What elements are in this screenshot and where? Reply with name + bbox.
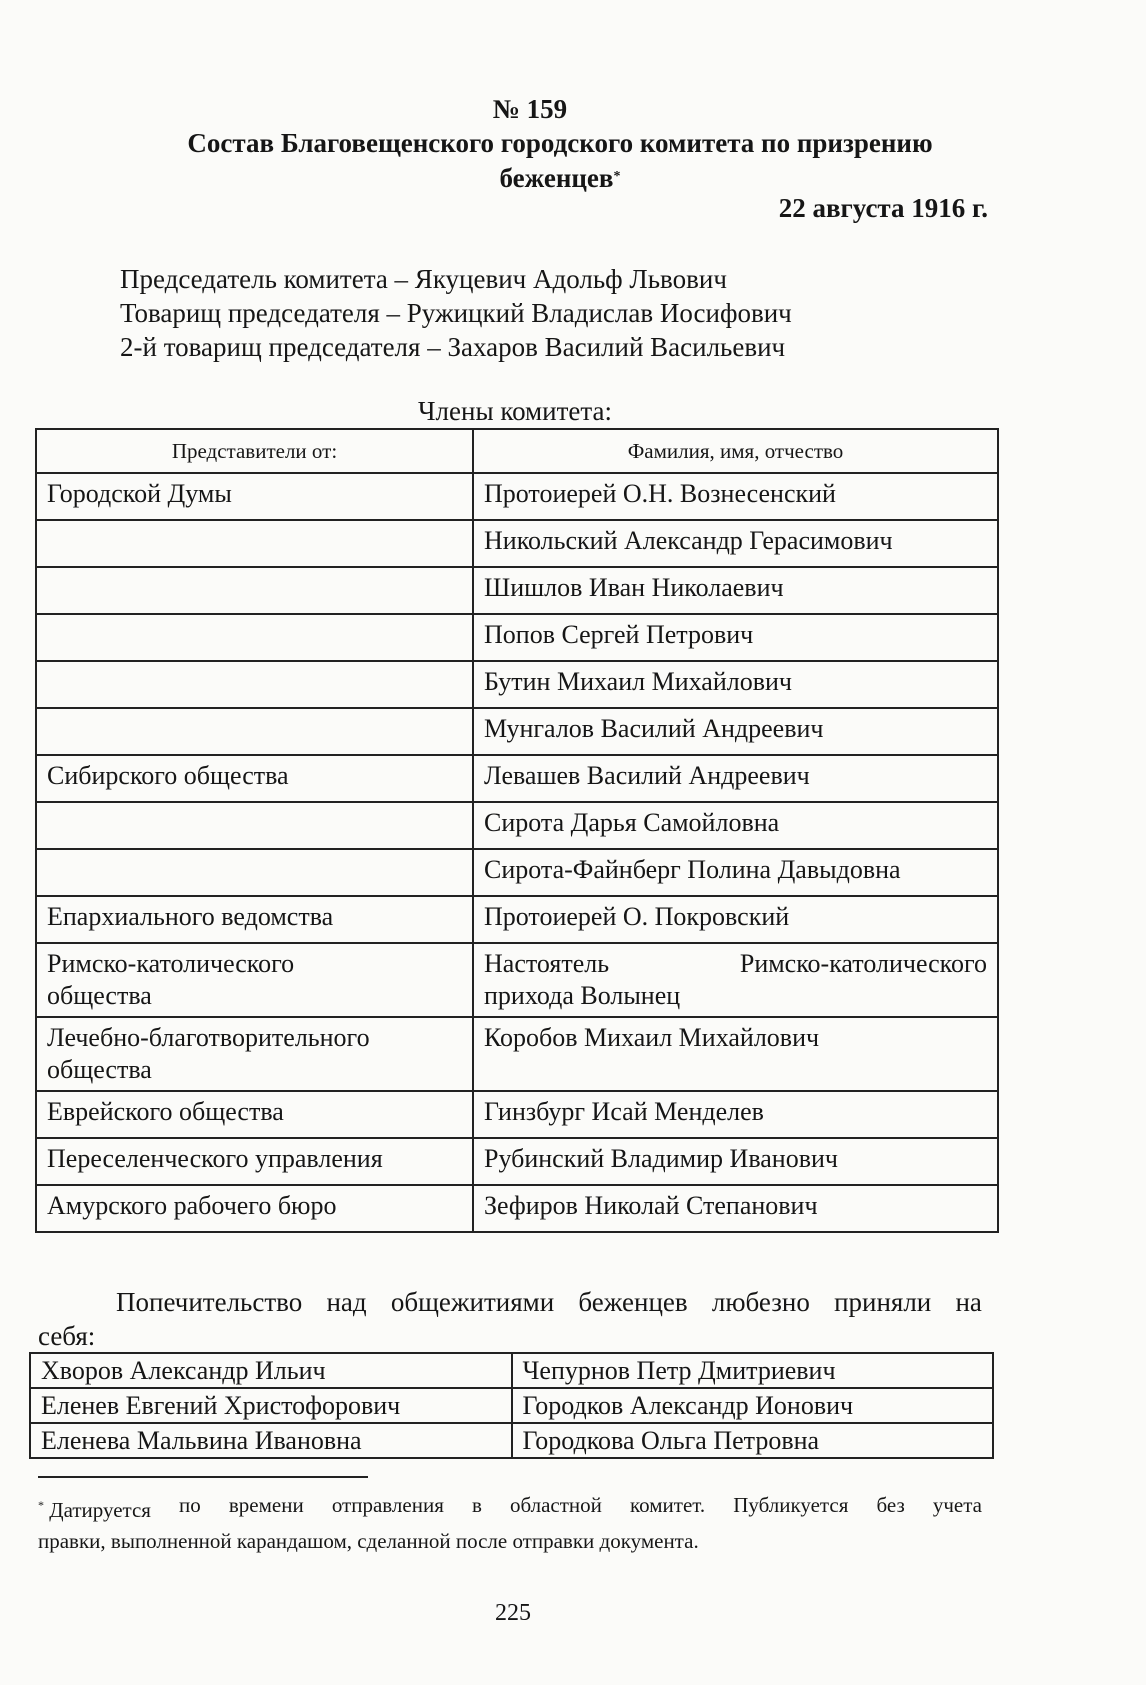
guardian-cell: Хворов Александр Ильич — [30, 1353, 512, 1388]
name-cell: Сирота-Файнберг Полина Давыдовна — [473, 849, 998, 896]
paragraph-word: на — [955, 1287, 982, 1317]
footnote-word: Публикуется — [733, 1493, 849, 1517]
guardian-cell: Еленева Мальвина Ивановна — [30, 1423, 512, 1458]
org-cell — [36, 661, 473, 708]
table-row — [36, 849, 998, 896]
name-cell: Зефиров Николай Степанович — [473, 1185, 998, 1232]
table-row — [36, 755, 998, 802]
org-cell: Епархиального ведомства — [36, 896, 473, 943]
table-row — [36, 1138, 998, 1185]
table-header-row — [36, 429, 998, 473]
name-cell: Протоиерей О.Н. Вознесенский — [473, 473, 998, 520]
paragraph-word: общежитиями — [390, 1287, 555, 1317]
name-cell: Гинзбург Исай Менделев — [473, 1091, 998, 1138]
guardian-cell: Чепурнов Петр Дмитриевич — [512, 1353, 994, 1388]
footnote-line-2: правки, выполненной карандашом, сделанной после отправки документа. — [38, 1529, 699, 1553]
table-row — [36, 567, 998, 614]
footnote-word: учета — [932, 1493, 982, 1517]
name-word: Настоятель — [484, 949, 610, 978]
name-line-2: прихода Волынец — [484, 981, 681, 1010]
guardian-cell: Еленев Евгений Христофорович — [30, 1388, 512, 1423]
table-row — [36, 1091, 998, 1138]
table-row — [36, 520, 998, 567]
org-line-2: общества — [47, 1055, 152, 1084]
org-cell — [36, 1017, 473, 1091]
org-line-2: общества — [47, 981, 152, 1010]
guardian-cell: Городков Александр Ионович — [512, 1388, 994, 1423]
title-line-1: Состав Благовещенского городского комитета по призрению — [187, 128, 933, 158]
org-cell: Сибирского общества — [36, 755, 473, 802]
name-cell — [473, 943, 998, 1017]
title-line-2-text: беженцев — [499, 163, 614, 193]
name-cell: Попов Сергей Петрович — [473, 614, 998, 661]
paragraph-word: беженцев — [578, 1287, 688, 1317]
table-row — [36, 473, 998, 520]
org-cell: Еврейского общества — [36, 1091, 473, 1138]
paragraph-word: любезно — [711, 1287, 810, 1317]
guardianship-paragraph — [38, 1285, 982, 1353]
org-cell — [36, 567, 473, 614]
guardianship-line-1 — [38, 1285, 982, 1319]
footnote-word: областной — [509, 1493, 602, 1517]
org-cell — [36, 520, 473, 567]
footnote-word: комитет. — [630, 1493, 706, 1517]
footnote-mark: * — [38, 1498, 44, 1512]
org-cell — [36, 849, 473, 896]
guardianship-line-2: себя: — [38, 1321, 96, 1351]
table-row — [36, 614, 998, 661]
table-row — [36, 802, 998, 849]
org-cell — [36, 614, 473, 661]
officer-deputy-1: Товарищ председателя – Ружицкий Владислав Иосифович — [120, 298, 792, 328]
guardianship-table — [29, 1352, 994, 1459]
org-line-1: Лечебно-благотворительного — [47, 1023, 370, 1052]
guardian-cell: Городкова Ольга Петровна — [512, 1423, 994, 1458]
footnote-line-1 — [38, 1490, 982, 1526]
org-cell: Городской Думы — [36, 473, 473, 520]
footnote-word: без — [876, 1493, 905, 1517]
paragraph-word: приняли — [834, 1287, 932, 1317]
footnote-word — [38, 1490, 151, 1526]
officers-list — [120, 262, 792, 364]
officer-deputy-2: 2-й товарищ председателя – Захаров Василий Васильевич — [120, 332, 786, 362]
table-row — [36, 708, 998, 755]
table-row — [36, 1017, 998, 1091]
name-cell: Сирота Дарья Самойловна — [473, 802, 998, 849]
org-cell — [36, 943, 473, 1017]
table-row — [36, 661, 998, 708]
footnote-first-word: Датируется — [49, 1498, 151, 1522]
title-footnote-mark[interactable]: * — [613, 169, 621, 184]
members-caption: Члены комитета: — [417, 396, 612, 426]
org-line-1: Римско-католического — [47, 949, 295, 978]
footnote — [38, 1490, 982, 1557]
org-cell: Амурского рабочего бюро — [36, 1185, 473, 1232]
table-row — [30, 1423, 993, 1458]
footnote-word: по — [179, 1493, 201, 1517]
name-cell: Никольский Александр Герасимович — [473, 520, 998, 567]
table-row — [30, 1388, 993, 1423]
document-title — [100, 126, 1020, 196]
document-date: 22 августа 1916 г. — [778, 193, 988, 223]
document-number: № 159 — [492, 94, 568, 124]
name-cell: Рубинский Владимир Иванович — [473, 1138, 998, 1185]
name-line-1 — [484, 948, 987, 980]
footnote-word: в — [471, 1493, 482, 1517]
footnote-word: времени — [228, 1493, 304, 1517]
name-cell: Протоиерей О. Покровский — [473, 896, 998, 943]
footnote-divider — [38, 1476, 368, 1478]
paragraph-word: над — [326, 1287, 367, 1317]
table-row — [36, 1185, 998, 1232]
name-cell: Коробов Михаил Михайлович — [473, 1017, 998, 1091]
org-cell — [36, 708, 473, 755]
column-header-representatives: Представители от: — [36, 429, 473, 473]
title-line-2 — [100, 161, 1020, 196]
members-table — [35, 428, 999, 1233]
name-word: Римско-католического — [739, 949, 987, 978]
column-header-fullname: Фамилия, имя, отчество — [473, 429, 998, 473]
name-cell: Шишлов Иван Николаевич — [473, 567, 998, 614]
page-number: 225 — [495, 1600, 531, 1626]
footnote-word: отправления — [331, 1493, 444, 1517]
name-cell: Мунгалов Василий Андреевич — [473, 708, 998, 755]
table-row — [36, 896, 998, 943]
table-row — [30, 1353, 993, 1388]
table-row — [36, 943, 998, 1017]
org-cell: Переселенческого управления — [36, 1138, 473, 1185]
name-cell: Бутин Михаил Михайлович — [473, 661, 998, 708]
officer-chairman: Председатель комитета – Якуцевич Адольф Львович — [120, 264, 727, 294]
paragraph-word: Попечительство — [116, 1287, 303, 1317]
name-cell: Левашев Василий Андреевич — [473, 755, 998, 802]
org-cell — [36, 802, 473, 849]
